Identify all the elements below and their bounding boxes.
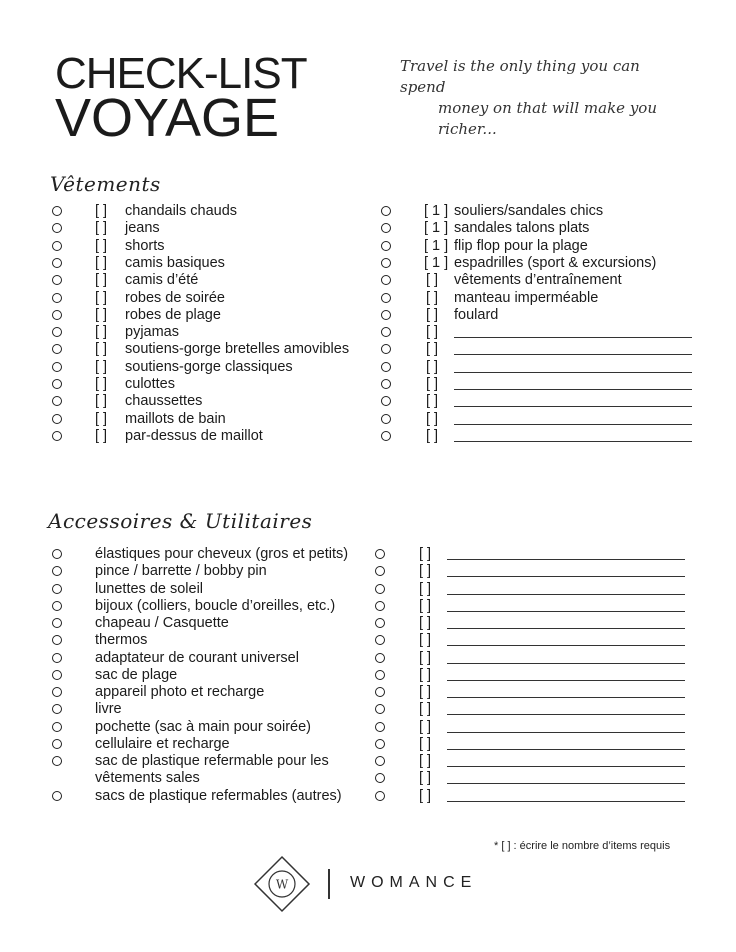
- item-count-bracket[interactable]: [ ]: [419, 770, 432, 787]
- travel-quote: [400, 56, 670, 140]
- item-count-bracket[interactable]: [ ]: [426, 410, 439, 427]
- blank-entry-line[interactable]: [454, 406, 692, 407]
- item-count-bracket[interactable]: [ ]: [95, 220, 108, 237]
- checkbox-circle-icon[interactable]: [381, 431, 391, 441]
- checklist-row: [0, 563, 736, 580]
- blank-entry-line[interactable]: [454, 441, 692, 442]
- item-count-bracket[interactable]: [ 1 ]: [424, 203, 449, 219]
- checkbox-circle-icon[interactable]: [375, 756, 385, 766]
- checklist-row: [0, 220, 736, 237]
- checkbox-circle-icon[interactable]: [375, 722, 385, 732]
- quote-line-1: Travel is the only thing you can spend: [400, 57, 640, 96]
- title-line-1: CHECK-LIST: [55, 49, 307, 98]
- title-line-2: VOYAGE: [55, 88, 280, 148]
- item-label: pince / barrette / bobby pin: [95, 563, 267, 580]
- blank-entry-line[interactable]: [454, 389, 692, 390]
- item-label: vêtements d’entraînement: [454, 272, 622, 289]
- item-count-bracket[interactable]: [ 1 ]: [424, 237, 449, 254]
- blank-entry-line[interactable]: [447, 783, 685, 784]
- section-title-accessoires: Accessoires & Utilitaires: [48, 509, 313, 533]
- checkbox-circle-icon[interactable]: [375, 549, 385, 559]
- checklist-row: [0, 238, 736, 255]
- logo-letter: W: [275, 877, 289, 892]
- item-count-bracket[interactable]: [ 1 ]: [424, 220, 449, 237]
- item-label: espadrilles (sport & excursions): [454, 254, 657, 271]
- item-count-bracket[interactable]: [ ]: [95, 272, 108, 289]
- checkbox-circle-icon[interactable]: [381, 293, 391, 303]
- checkbox-circle-icon[interactable]: [381, 258, 391, 268]
- item-label: soutiens-gorge classiques: [125, 358, 293, 375]
- item-label: culottes: [125, 376, 175, 392]
- item-label: foulard: [454, 306, 499, 323]
- item-label: adaptateur de courant universel: [95, 649, 299, 666]
- checklist-row: [0, 650, 736, 667]
- item-count-bracket[interactable]: [ ]: [419, 649, 432, 666]
- blank-entry-line[interactable]: [447, 749, 685, 750]
- checklist-row: [0, 393, 736, 410]
- checklist-row: [0, 428, 736, 445]
- quote-line-2: money on that will make you richer...: [438, 99, 657, 138]
- item-count-bracket[interactable]: [ ]: [419, 666, 432, 683]
- checkbox-circle-icon[interactable]: [381, 241, 391, 251]
- checklist-row: [0, 736, 736, 753]
- item-label: par-dessus de maillot: [125, 427, 263, 444]
- item-count-bracket[interactable]: [ ]: [419, 563, 432, 580]
- checklist-row: [0, 667, 736, 684]
- item-label: camis d’été: [125, 272, 199, 289]
- footnote: * [ ] : écrire le nombre d’items requis: [494, 840, 671, 852]
- item-count-bracket[interactable]: [ ]: [426, 358, 439, 375]
- checkbox-circle-icon[interactable]: [381, 223, 391, 233]
- item-count-bracket[interactable]: [ ]: [426, 289, 439, 306]
- checklist-row: [0, 598, 736, 615]
- checkbox-circle-icon[interactable]: [381, 362, 391, 372]
- checklist-row: [0, 581, 736, 598]
- checklist-row: [0, 701, 736, 718]
- checkbox-circle-icon[interactable]: [381, 344, 391, 354]
- checkbox-circle-icon[interactable]: [375, 704, 385, 714]
- item-label: camis basiques: [125, 254, 225, 271]
- item-label: pochette (sac à main pour soirée): [95, 718, 311, 735]
- blank-entry-line[interactable]: [447, 714, 685, 715]
- checkbox-circle-icon[interactable]: [375, 566, 385, 576]
- checklist-row: [0, 359, 736, 376]
- item-count-bracket[interactable]: [ ]: [95, 254, 108, 271]
- item-label: souliers/sandales chics: [454, 203, 604, 219]
- item-label: robes de soirée: [125, 289, 225, 306]
- checklist-row: [0, 272, 736, 289]
- checklist-row: [0, 376, 736, 393]
- checklist-row: [0, 341, 736, 358]
- item-count-bracket[interactable]: [ ]: [419, 787, 432, 804]
- checkbox-circle-icon[interactable]: [381, 206, 391, 216]
- checkbox-circle-icon[interactable]: [381, 275, 391, 285]
- item-label: chaussettes: [125, 393, 203, 410]
- checklist-row: [0, 770, 736, 787]
- blank-entry-line[interactable]: [447, 766, 685, 767]
- item-label: maillots de bain: [125, 410, 226, 427]
- section-title-vetements: Vêtements: [50, 172, 161, 196]
- item-count-bracket[interactable]: [ ]: [95, 237, 108, 254]
- logo-divider: [328, 869, 330, 899]
- blank-entry-line[interactable]: [447, 801, 685, 802]
- checklist-row: [0, 632, 736, 649]
- item-count-bracket[interactable]: [ ]: [426, 272, 439, 289]
- checklist-row: [0, 255, 736, 272]
- blank-entry-line[interactable]: [454, 354, 692, 355]
- checklist-row: [0, 753, 736, 770]
- item-label: bijoux (colliers, boucle d’oreilles, etc.): [95, 597, 336, 614]
- item-count-bracket[interactable]: [ ]: [426, 341, 439, 358]
- item-count-bracket[interactable]: [ ]: [419, 632, 432, 649]
- blank-entry-line[interactable]: [454, 424, 692, 425]
- item-label: lunettes de soleil: [95, 580, 204, 597]
- blank-entry-line[interactable]: [447, 697, 685, 698]
- blank-entry-line[interactable]: [447, 576, 685, 577]
- item-count-bracket[interactable]: [ ]: [95, 376, 108, 392]
- blank-entry-line[interactable]: [447, 680, 685, 681]
- item-label: livre: [95, 701, 122, 718]
- item-label: chapeau / Casquette: [95, 615, 229, 631]
- brand-name: WOMANCE: [350, 874, 478, 891]
- item-label: manteau imperméable: [454, 289, 599, 306]
- checklist-row: [0, 546, 736, 563]
- checklist-row: [0, 307, 736, 324]
- item-label: flip flop pour la plage: [454, 237, 588, 254]
- item-label: sacs de plastique refermables (autres): [95, 787, 342, 804]
- item-label: soutiens-gorge bretelles amovibles: [125, 341, 350, 358]
- checkbox-circle-icon[interactable]: [381, 396, 391, 406]
- item-count-bracket[interactable]: [ ]: [419, 580, 432, 597]
- item-label: jeans: [125, 220, 160, 237]
- item-count-bracket[interactable]: [ ]: [426, 324, 439, 341]
- checklist-row: [0, 615, 736, 632]
- item-count-bracket[interactable]: [ ]: [426, 376, 439, 392]
- checkbox-circle-icon[interactable]: [381, 327, 391, 337]
- item-count-bracket[interactable]: [ ]: [95, 393, 108, 410]
- womance-logo-icon: [252, 854, 312, 914]
- item-count-bracket[interactable]: [ 1 ]: [424, 254, 449, 271]
- item-count-bracket[interactable]: [ ]: [419, 597, 432, 614]
- checkbox-circle-icon[interactable]: [375, 687, 385, 697]
- checklist-row: [0, 290, 736, 307]
- item-label: sandales talons plats: [454, 220, 590, 237]
- item-count-bracket[interactable]: [ ]: [95, 427, 108, 444]
- item-count-bracket[interactable]: [ ]: [426, 306, 439, 323]
- checklist-row: [0, 719, 736, 736]
- item-label: appareil photo et recharge: [95, 684, 265, 700]
- blank-entry-line[interactable]: [447, 732, 685, 733]
- item-label: sac de plastique refermable pour les: [95, 753, 329, 769]
- blank-entry-line[interactable]: [454, 372, 692, 373]
- item-count-bracket[interactable]: [ ]: [95, 341, 108, 358]
- checkbox-circle-icon[interactable]: [375, 635, 385, 645]
- blank-entry-line[interactable]: [447, 594, 685, 595]
- item-count-bracket[interactable]: [ ]: [95, 410, 108, 427]
- item-count-bracket[interactable]: [ ]: [419, 735, 432, 752]
- checklist-row: [0, 788, 736, 805]
- item-label: pyjamas: [125, 324, 179, 341]
- checkbox-circle-icon[interactable]: [375, 653, 385, 663]
- item-count-bracket[interactable]: [ ]: [95, 358, 108, 375]
- blank-entry-line[interactable]: [447, 611, 685, 612]
- checkbox-circle-icon[interactable]: [381, 414, 391, 424]
- checkbox-circle-icon[interactable]: [381, 310, 391, 320]
- checklist-row: [0, 684, 736, 701]
- checkbox-circle-icon[interactable]: [375, 773, 385, 783]
- checkbox-circle-icon[interactable]: [375, 601, 385, 611]
- item-count-bracket[interactable]: [ ]: [419, 684, 432, 700]
- item-label: cellulaire et recharge: [95, 735, 230, 752]
- blank-entry-line[interactable]: [447, 645, 685, 646]
- item-label: robes de plage: [125, 306, 221, 323]
- item-count-bracket[interactable]: [ ]: [419, 753, 432, 769]
- item-count-bracket[interactable]: [ ]: [419, 701, 432, 718]
- checklist-row: [0, 203, 736, 220]
- item-count-bracket[interactable]: [ ]: [95, 203, 108, 219]
- item-count-bracket[interactable]: [ ]: [419, 546, 432, 562]
- blank-entry-line[interactable]: [454, 337, 692, 338]
- checkbox-circle-icon[interactable]: [381, 379, 391, 389]
- item-count-bracket[interactable]: [ ]: [426, 427, 439, 444]
- item-label: thermos: [95, 632, 148, 649]
- item-count-bracket[interactable]: [ ]: [95, 306, 108, 323]
- item-label: vêtements sales: [95, 770, 200, 787]
- blank-entry-line[interactable]: [447, 628, 685, 629]
- checkbox-circle-icon[interactable]: [375, 739, 385, 749]
- checklist-row: [0, 411, 736, 428]
- item-label: sac de plage: [95, 666, 178, 683]
- item-count-bracket[interactable]: [ ]: [419, 718, 432, 735]
- checkbox-circle-icon[interactable]: [375, 584, 385, 594]
- item-count-bracket[interactable]: [ ]: [95, 289, 108, 306]
- checkbox-circle-icon[interactable]: [375, 670, 385, 680]
- blank-entry-line[interactable]: [447, 559, 685, 560]
- item-count-bracket[interactable]: [ ]: [426, 393, 439, 410]
- blank-entry-line[interactable]: [447, 663, 685, 664]
- checkbox-circle-icon[interactable]: [375, 791, 385, 801]
- item-count-bracket[interactable]: [ ]: [95, 324, 108, 341]
- item-count-bracket[interactable]: [ ]: [419, 615, 432, 631]
- item-label: shorts: [125, 237, 165, 254]
- item-label: chandails chauds: [125, 203, 238, 219]
- checkbox-circle-icon[interactable]: [375, 618, 385, 628]
- checklist-row: [0, 324, 736, 341]
- item-label: élastiques pour cheveux (gros et petits): [95, 546, 349, 562]
